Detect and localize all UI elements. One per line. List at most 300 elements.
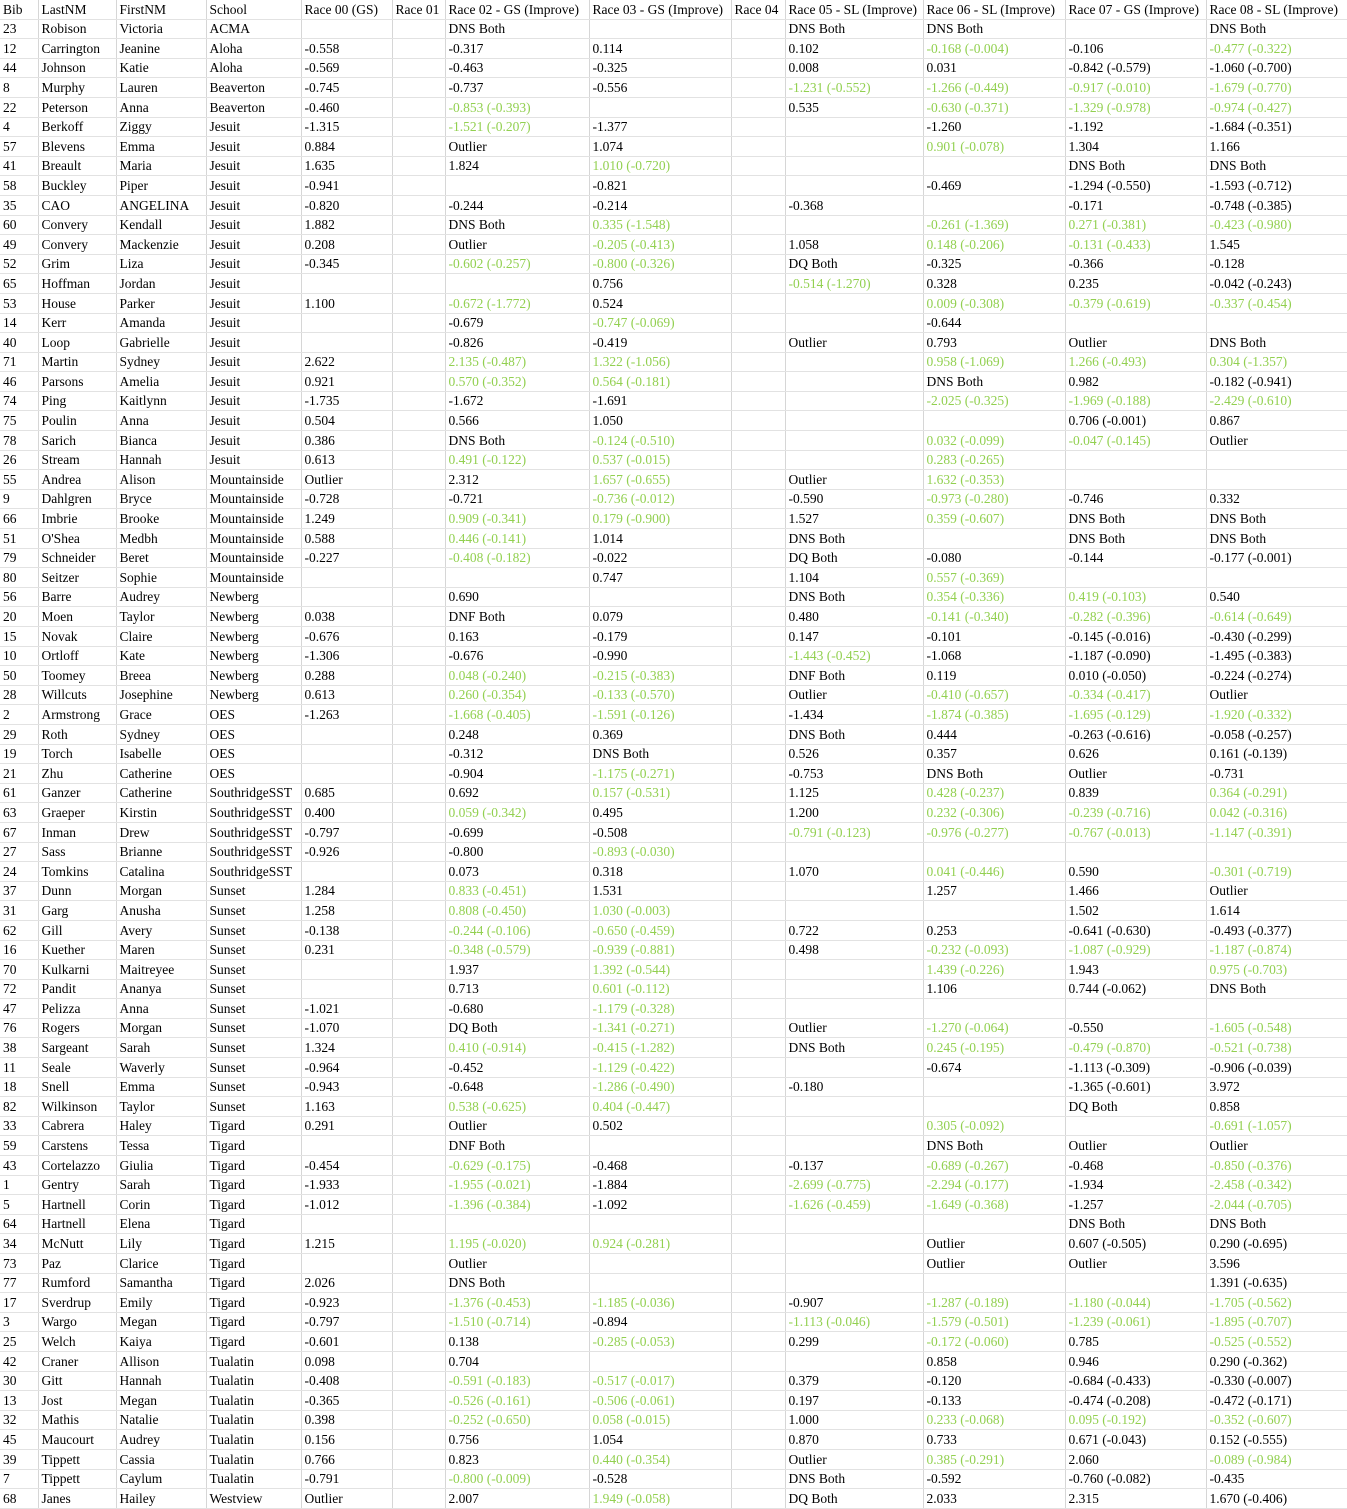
header-bib[interactable]: Bib — [0, 0, 38, 19]
cell-race-08[interactable]: DNS Both — [1206, 333, 1347, 353]
cell-race-04[interactable] — [731, 274, 785, 294]
cell-bib[interactable]: 41 — [0, 156, 38, 176]
cell-bib[interactable]: 66 — [0, 509, 38, 529]
cell-last-name[interactable]: Tippett — [38, 1469, 116, 1489]
cell-race-01[interactable] — [392, 215, 445, 235]
cell-race-05[interactable]: -0.514 (-1.270) — [785, 274, 923, 294]
cell-race-07[interactable] — [1065, 568, 1206, 588]
cell-first-name[interactable]: Elena — [116, 1214, 206, 1234]
cell-race-01[interactable] — [392, 685, 445, 705]
cell-last-name[interactable]: Dunn — [38, 881, 116, 901]
cell-race-04[interactable] — [731, 235, 785, 255]
cell-race-04[interactable] — [731, 1391, 785, 1411]
cell-race-03[interactable] — [589, 1214, 731, 1234]
cell-race-03[interactable]: 1.531 — [589, 881, 731, 901]
cell-race-00[interactable] — [301, 960, 392, 980]
cell-race-05[interactable]: DQ Both — [785, 1489, 923, 1509]
cell-race-03[interactable]: 0.756 — [589, 274, 731, 294]
cell-last-name[interactable]: McNutt — [38, 1234, 116, 1254]
cell-race-06[interactable]: DNS Both — [923, 19, 1065, 39]
cell-race-04[interactable] — [731, 979, 785, 999]
cell-school[interactable]: Tualatin — [206, 1430, 301, 1450]
cell-race-03[interactable]: -0.325 — [589, 58, 731, 78]
cell-school[interactable]: Tigard — [206, 1116, 301, 1136]
cell-last-name[interactable]: CAO — [38, 195, 116, 215]
cell-race-07[interactable]: -0.474 (-0.208) — [1065, 1391, 1206, 1411]
cell-race-01[interactable] — [392, 509, 445, 529]
cell-race-06[interactable]: 0.793 — [923, 333, 1065, 353]
cell-bib[interactable]: 78 — [0, 431, 38, 451]
cell-race-03[interactable]: 1.657 (-0.655) — [589, 470, 731, 490]
cell-race-07[interactable]: Outlier — [1065, 333, 1206, 353]
cell-race-08[interactable]: 0.161 (-0.139) — [1206, 744, 1347, 764]
cell-race-02[interactable]: -0.800 — [445, 842, 589, 862]
cell-race-03[interactable]: -0.939 (-0.881) — [589, 940, 731, 960]
cell-race-06[interactable]: -0.232 (-0.093) — [923, 940, 1065, 960]
cell-race-03[interactable] — [589, 587, 731, 607]
cell-race-06[interactable]: 0.359 (-0.607) — [923, 509, 1065, 529]
cell-race-07[interactable]: 0.010 (-0.050) — [1065, 666, 1206, 686]
cell-race-05[interactable]: 1.070 — [785, 862, 923, 882]
header-last-name[interactable]: LastNM — [38, 0, 116, 19]
cell-race-06[interactable] — [923, 195, 1065, 215]
cell-last-name[interactable]: Gitt — [38, 1371, 116, 1391]
cell-race-06[interactable]: DNS Both — [923, 372, 1065, 392]
cell-race-03[interactable]: 0.157 (-0.531) — [589, 783, 731, 803]
cell-race-01[interactable] — [392, 352, 445, 372]
cell-race-02[interactable]: 0.756 — [445, 1430, 589, 1450]
cell-first-name[interactable]: Clarice — [116, 1254, 206, 1274]
cell-race-07[interactable]: 0.626 — [1065, 744, 1206, 764]
cell-first-name[interactable]: Sarah — [116, 1175, 206, 1195]
cell-school[interactable]: Tualatin — [206, 1469, 301, 1489]
cell-race-01[interactable] — [392, 901, 445, 921]
cell-race-01[interactable] — [392, 1195, 445, 1215]
cell-race-07[interactable]: 0.744 (-0.062) — [1065, 979, 1206, 999]
cell-first-name[interactable]: Kaiya — [116, 1332, 206, 1352]
cell-race-02[interactable]: 0.808 (-0.450) — [445, 901, 589, 921]
cell-race-08[interactable]: -0.330 (-0.007) — [1206, 1371, 1347, 1391]
cell-race-02[interactable]: Outlier — [445, 235, 589, 255]
cell-first-name[interactable]: Beret — [116, 548, 206, 568]
cell-race-07[interactable]: 1.502 — [1065, 901, 1206, 921]
cell-bib[interactable]: 24 — [0, 862, 38, 882]
cell-race-05[interactable]: 0.379 — [785, 1371, 923, 1391]
cell-race-03[interactable]: 0.601 (-0.112) — [589, 979, 731, 999]
cell-race-03[interactable]: -0.650 (-0.459) — [589, 920, 731, 940]
cell-last-name[interactable]: Berkoff — [38, 117, 116, 137]
cell-bib[interactable]: 59 — [0, 1136, 38, 1156]
cell-race-07[interactable] — [1065, 19, 1206, 39]
cell-race-05[interactable] — [785, 117, 923, 137]
cell-race-07[interactable]: Outlier — [1065, 764, 1206, 784]
cell-race-02[interactable]: -0.244 (-0.106) — [445, 920, 589, 940]
cell-race-03[interactable]: -0.419 — [589, 333, 731, 353]
header-race-03[interactable]: Race 03 - GS (Improve) — [589, 0, 731, 19]
cell-race-03[interactable]: -1.286 (-0.490) — [589, 1077, 731, 1097]
cell-last-name[interactable]: Inman — [38, 822, 116, 842]
cell-bib[interactable]: 38 — [0, 1038, 38, 1058]
cell-race-02[interactable]: 0.538 (-0.625) — [445, 1097, 589, 1117]
cell-first-name[interactable]: Drew — [116, 822, 206, 842]
cell-race-07[interactable]: DNS Both — [1065, 1214, 1206, 1234]
cell-first-name[interactable]: Giulia — [116, 1156, 206, 1176]
cell-school[interactable]: Newberg — [206, 685, 301, 705]
cell-race-00[interactable]: 0.400 — [301, 803, 392, 823]
cell-race-05[interactable]: Outlier — [785, 1449, 923, 1469]
cell-school[interactable]: Jesuit — [206, 156, 301, 176]
cell-race-05[interactable] — [785, 431, 923, 451]
cell-first-name[interactable]: Maitreyee — [116, 960, 206, 980]
cell-first-name[interactable]: Haley — [116, 1116, 206, 1136]
cell-race-02[interactable]: 0.073 — [445, 862, 589, 882]
cell-race-05[interactable]: -0.137 — [785, 1156, 923, 1176]
cell-race-08[interactable]: -1.705 (-0.562) — [1206, 1293, 1347, 1313]
cell-race-05[interactable]: DQ Both — [785, 254, 923, 274]
cell-race-02[interactable]: -0.526 (-0.161) — [445, 1391, 589, 1411]
cell-race-05[interactable]: 0.147 — [785, 627, 923, 647]
cell-race-02[interactable]: -0.721 — [445, 489, 589, 509]
cell-school[interactable]: Newberg — [206, 607, 301, 627]
cell-school[interactable]: Sunset — [206, 960, 301, 980]
cell-school[interactable]: Beaverton — [206, 97, 301, 117]
cell-race-07[interactable]: -0.263 (-0.616) — [1065, 724, 1206, 744]
cell-race-01[interactable] — [392, 1058, 445, 1078]
cell-bib[interactable]: 56 — [0, 587, 38, 607]
cell-race-07[interactable]: -0.366 — [1065, 254, 1206, 274]
cell-school[interactable]: Jesuit — [206, 117, 301, 137]
cell-first-name[interactable]: Hailey — [116, 1489, 206, 1509]
cell-first-name[interactable]: Isabelle — [116, 744, 206, 764]
cell-race-07[interactable] — [1065, 450, 1206, 470]
cell-bib[interactable]: 11 — [0, 1058, 38, 1078]
cell-school[interactable]: Tigard — [206, 1234, 301, 1254]
cell-race-08[interactable]: 1.614 — [1206, 901, 1347, 921]
cell-school[interactable]: Mountainside — [206, 470, 301, 490]
cell-first-name[interactable]: Kaitlynn — [116, 391, 206, 411]
cell-race-00[interactable]: 0.685 — [301, 783, 392, 803]
cell-race-06[interactable]: DNS Both — [923, 1136, 1065, 1156]
cell-race-02[interactable]: -0.800 (-0.009) — [445, 1469, 589, 1489]
cell-race-08[interactable]: 1.391 (-0.635) — [1206, 1273, 1347, 1293]
cell-race-05[interactable] — [785, 156, 923, 176]
cell-bib[interactable]: 79 — [0, 548, 38, 568]
cell-bib[interactable]: 22 — [0, 97, 38, 117]
cell-bib[interactable]: 33 — [0, 1116, 38, 1136]
cell-last-name[interactable]: Novak — [38, 627, 116, 647]
cell-race-04[interactable] — [731, 1195, 785, 1215]
cell-bib[interactable]: 65 — [0, 274, 38, 294]
cell-first-name[interactable]: Lauren — [116, 78, 206, 98]
cell-race-01[interactable] — [392, 293, 445, 313]
cell-last-name[interactable]: Maucourt — [38, 1430, 116, 1450]
cell-race-08[interactable]: 0.858 — [1206, 1097, 1347, 1117]
cell-race-02[interactable]: 0.048 (-0.240) — [445, 666, 589, 686]
cell-last-name[interactable]: Sargeant — [38, 1038, 116, 1058]
cell-race-06[interactable]: -0.592 — [923, 1469, 1065, 1489]
cell-bib[interactable]: 61 — [0, 783, 38, 803]
cell-race-04[interactable] — [731, 842, 785, 862]
cell-race-00[interactable] — [301, 587, 392, 607]
cell-race-04[interactable] — [731, 254, 785, 274]
cell-school[interactable]: Sunset — [206, 1097, 301, 1117]
cell-race-00[interactable]: -0.454 — [301, 1156, 392, 1176]
cell-race-01[interactable] — [392, 1410, 445, 1430]
cell-race-02[interactable]: DNS Both — [445, 1273, 589, 1293]
cell-race-01[interactable] — [392, 1371, 445, 1391]
cell-bib[interactable]: 42 — [0, 1351, 38, 1371]
cell-bib[interactable]: 58 — [0, 176, 38, 196]
cell-race-06[interactable]: 0.031 — [923, 58, 1065, 78]
cell-first-name[interactable]: Liza — [116, 254, 206, 274]
cell-race-06[interactable] — [923, 999, 1065, 1019]
cell-race-08[interactable]: 0.867 — [1206, 411, 1347, 431]
cell-race-07[interactable]: -1.180 (-0.044) — [1065, 1293, 1206, 1313]
cell-last-name[interactable]: Gentry — [38, 1175, 116, 1195]
cell-first-name[interactable]: Samantha — [116, 1273, 206, 1293]
cell-race-08[interactable]: DNS Both — [1206, 1214, 1347, 1234]
cell-school[interactable]: SouthridgeSST — [206, 822, 301, 842]
cell-race-02[interactable]: 2.007 — [445, 1489, 589, 1509]
cell-race-04[interactable] — [731, 783, 785, 803]
cell-first-name[interactable]: Maren — [116, 940, 206, 960]
cell-first-name[interactable]: Catherine — [116, 764, 206, 784]
cell-race-02[interactable]: 0.690 — [445, 587, 589, 607]
cell-last-name[interactable]: Armstrong — [38, 705, 116, 725]
cell-school[interactable]: Tigard — [206, 1332, 301, 1352]
cell-race-07[interactable]: DNS Both — [1065, 156, 1206, 176]
cell-first-name[interactable]: Sarah — [116, 1038, 206, 1058]
cell-race-01[interactable] — [392, 1312, 445, 1332]
header-race-02[interactable]: Race 02 - GS (Improve) — [445, 0, 589, 19]
cell-first-name[interactable]: Brooke — [116, 509, 206, 529]
cell-race-03[interactable] — [589, 1351, 731, 1371]
cell-race-01[interactable] — [392, 862, 445, 882]
cell-last-name[interactable]: House — [38, 293, 116, 313]
cell-last-name[interactable]: Wilkinson — [38, 1097, 116, 1117]
cell-race-03[interactable]: -0.556 — [589, 78, 731, 98]
cell-first-name[interactable]: Taylor — [116, 1097, 206, 1117]
cell-first-name[interactable]: Catherine — [116, 783, 206, 803]
cell-race-03[interactable]: 0.369 — [589, 724, 731, 744]
cell-race-07[interactable]: -1.257 — [1065, 1195, 1206, 1215]
cell-race-00[interactable]: 0.386 — [301, 431, 392, 451]
cell-race-04[interactable] — [731, 724, 785, 744]
cell-school[interactable]: Jesuit — [206, 293, 301, 313]
cell-race-04[interactable] — [731, 881, 785, 901]
header-race-08[interactable]: Race 08 - SL (Improve) — [1206, 0, 1347, 19]
cell-race-05[interactable]: -0.590 — [785, 489, 923, 509]
cell-race-01[interactable] — [392, 744, 445, 764]
cell-bib[interactable]: 5 — [0, 1195, 38, 1215]
cell-first-name[interactable]: Medbh — [116, 529, 206, 549]
cell-race-04[interactable] — [731, 137, 785, 157]
cell-race-08[interactable]: -2.044 (-0.705) — [1206, 1195, 1347, 1215]
cell-race-02[interactable]: -0.679 — [445, 313, 589, 333]
cell-bib[interactable]: 47 — [0, 999, 38, 1019]
cell-race-07[interactable]: -0.760 (-0.082) — [1065, 1469, 1206, 1489]
cell-school[interactable]: Sunset — [206, 920, 301, 940]
cell-race-03[interactable]: -1.185 (-0.036) — [589, 1293, 731, 1313]
cell-school[interactable]: ACMA — [206, 19, 301, 39]
cell-race-04[interactable] — [731, 764, 785, 784]
cell-school[interactable]: Sunset — [206, 1077, 301, 1097]
cell-race-05[interactable] — [785, 842, 923, 862]
cell-race-05[interactable]: Outlier — [785, 470, 923, 490]
cell-race-04[interactable] — [731, 1293, 785, 1313]
cell-last-name[interactable]: Zhu — [38, 764, 116, 784]
cell-race-08[interactable]: -1.147 (-0.391) — [1206, 822, 1347, 842]
cell-school[interactable]: Jesuit — [206, 137, 301, 157]
cell-race-00[interactable]: 0.291 — [301, 1116, 392, 1136]
cell-race-06[interactable]: -0.168 (-0.004) — [923, 39, 1065, 59]
cell-race-06[interactable] — [923, 156, 1065, 176]
cell-race-03[interactable]: -1.691 — [589, 391, 731, 411]
cell-first-name[interactable]: Natalie — [116, 1410, 206, 1430]
cell-race-04[interactable] — [731, 470, 785, 490]
cell-race-06[interactable]: -0.973 (-0.280) — [923, 489, 1065, 509]
cell-race-05[interactable]: DNS Both — [785, 1469, 923, 1489]
cell-race-04[interactable] — [731, 1254, 785, 1274]
cell-race-08[interactable]: 0.304 (-1.357) — [1206, 352, 1347, 372]
cell-last-name[interactable]: Seitzer — [38, 568, 116, 588]
cell-race-03[interactable]: 1.054 — [589, 1430, 731, 1450]
cell-race-03[interactable] — [589, 1136, 731, 1156]
cell-race-08[interactable]: 0.290 (-0.695) — [1206, 1234, 1347, 1254]
cell-last-name[interactable]: Jost — [38, 1391, 116, 1411]
cell-last-name[interactable]: Carrington — [38, 39, 116, 59]
cell-last-name[interactable]: Convery — [38, 235, 116, 255]
cell-first-name[interactable]: Anna — [116, 411, 206, 431]
cell-race-00[interactable]: 1.163 — [301, 1097, 392, 1117]
cell-school[interactable]: Sunset — [206, 940, 301, 960]
cell-first-name[interactable]: Cassia — [116, 1449, 206, 1469]
cell-race-06[interactable]: 0.901 (-0.078) — [923, 137, 1065, 157]
cell-race-01[interactable] — [392, 940, 445, 960]
cell-race-01[interactable] — [392, 783, 445, 803]
cell-race-08[interactable]: -0.435 — [1206, 1469, 1347, 1489]
cell-first-name[interactable]: Gabrielle — [116, 333, 206, 353]
cell-race-01[interactable] — [392, 646, 445, 666]
cell-bib[interactable]: 45 — [0, 1430, 38, 1450]
cell-school[interactable]: Tigard — [206, 1156, 301, 1176]
cell-first-name[interactable]: Caylum — [116, 1469, 206, 1489]
cell-race-02[interactable]: -0.312 — [445, 744, 589, 764]
cell-race-08[interactable]: -1.679 (-0.770) — [1206, 78, 1347, 98]
cell-race-08[interactable]: -1.060 (-0.700) — [1206, 58, 1347, 78]
cell-race-03[interactable]: DNS Both — [589, 744, 731, 764]
cell-race-04[interactable] — [731, 920, 785, 940]
cell-race-00[interactable]: -0.745 — [301, 78, 392, 98]
cell-race-06[interactable]: -0.469 — [923, 176, 1065, 196]
cell-school[interactable]: Jesuit — [206, 195, 301, 215]
cell-first-name[interactable]: Bryce — [116, 489, 206, 509]
cell-bib[interactable]: 73 — [0, 1254, 38, 1274]
cell-race-02[interactable]: -0.463 — [445, 58, 589, 78]
cell-race-03[interactable]: -0.800 (-0.326) — [589, 254, 731, 274]
cell-race-04[interactable] — [731, 646, 785, 666]
header-first-name[interactable]: FirstNM — [116, 0, 206, 19]
cell-race-02[interactable]: 0.410 (-0.914) — [445, 1038, 589, 1058]
cell-race-07[interactable]: 0.235 — [1065, 274, 1206, 294]
cell-race-02[interactable] — [445, 274, 589, 294]
cell-school[interactable]: Tualatin — [206, 1410, 301, 1430]
cell-race-03[interactable]: -0.517 (-0.017) — [589, 1371, 731, 1391]
cell-race-00[interactable]: 0.613 — [301, 450, 392, 470]
cell-race-03[interactable]: -1.884 — [589, 1175, 731, 1195]
cell-race-05[interactable]: -1.434 — [785, 705, 923, 725]
cell-race-01[interactable] — [392, 431, 445, 451]
cell-race-05[interactable] — [785, 1254, 923, 1274]
cell-race-08[interactable]: -0.352 (-0.607) — [1206, 1410, 1347, 1430]
cell-bib[interactable]: 15 — [0, 627, 38, 647]
cell-race-00[interactable]: -1.933 — [301, 1175, 392, 1195]
cell-race-05[interactable]: 0.526 — [785, 744, 923, 764]
cell-race-01[interactable] — [392, 1077, 445, 1097]
cell-race-04[interactable] — [731, 940, 785, 960]
cell-bib[interactable]: 32 — [0, 1410, 38, 1430]
cell-race-08[interactable]: 3.596 — [1206, 1254, 1347, 1274]
cell-last-name[interactable]: Hartnell — [38, 1195, 116, 1215]
cell-bib[interactable]: 28 — [0, 685, 38, 705]
cell-race-07[interactable]: 0.271 (-0.381) — [1065, 215, 1206, 235]
cell-last-name[interactable]: Roth — [38, 724, 116, 744]
cell-last-name[interactable]: Snell — [38, 1077, 116, 1097]
cell-race-03[interactable]: -0.747 (-0.069) — [589, 313, 731, 333]
cell-race-04[interactable] — [731, 1351, 785, 1371]
cell-race-03[interactable]: -0.214 — [589, 195, 731, 215]
cell-race-03[interactable]: -0.736 (-0.012) — [589, 489, 731, 509]
cell-race-04[interactable] — [731, 1469, 785, 1489]
cell-race-01[interactable] — [392, 548, 445, 568]
cell-bib[interactable]: 57 — [0, 137, 38, 157]
cell-race-07[interactable]: -0.282 (-0.396) — [1065, 607, 1206, 627]
cell-school[interactable]: OES — [206, 764, 301, 784]
cell-race-04[interactable] — [731, 705, 785, 725]
cell-first-name[interactable]: Emily — [116, 1293, 206, 1313]
cell-race-02[interactable]: 0.138 — [445, 1332, 589, 1352]
cell-bib[interactable]: 13 — [0, 1391, 38, 1411]
cell-school[interactable]: Newberg — [206, 587, 301, 607]
cell-race-06[interactable]: 0.354 (-0.336) — [923, 587, 1065, 607]
cell-race-03[interactable] — [589, 1254, 731, 1274]
cell-race-03[interactable]: 0.318 — [589, 862, 731, 882]
cell-race-06[interactable]: 1.257 — [923, 881, 1065, 901]
cell-race-04[interactable] — [731, 568, 785, 588]
cell-race-00[interactable]: 1.635 — [301, 156, 392, 176]
cell-race-07[interactable]: -0.106 — [1065, 39, 1206, 59]
cell-race-02[interactable] — [445, 568, 589, 588]
cell-race-07[interactable] — [1065, 1273, 1206, 1293]
cell-race-03[interactable] — [589, 19, 731, 39]
cell-race-06[interactable]: -0.120 — [923, 1371, 1065, 1391]
cell-first-name[interactable]: Anna — [116, 999, 206, 1019]
cell-bib[interactable]: 51 — [0, 529, 38, 549]
cell-race-00[interactable]: -0.941 — [301, 176, 392, 196]
cell-race-07[interactable]: -0.842 (-0.579) — [1065, 58, 1206, 78]
cell-race-04[interactable] — [731, 960, 785, 980]
cell-race-06[interactable]: 2.033 — [923, 1489, 1065, 1509]
cell-race-04[interactable] — [731, 666, 785, 686]
cell-race-02[interactable]: 0.248 — [445, 724, 589, 744]
cell-race-01[interactable] — [392, 411, 445, 431]
cell-race-06[interactable]: -1.266 (-0.449) — [923, 78, 1065, 98]
header-race-00[interactable]: Race 00 (GS) — [301, 0, 392, 19]
cell-race-00[interactable]: 0.504 — [301, 411, 392, 431]
cell-bib[interactable]: 70 — [0, 960, 38, 980]
cell-bib[interactable]: 46 — [0, 372, 38, 392]
cell-race-01[interactable] — [392, 450, 445, 470]
